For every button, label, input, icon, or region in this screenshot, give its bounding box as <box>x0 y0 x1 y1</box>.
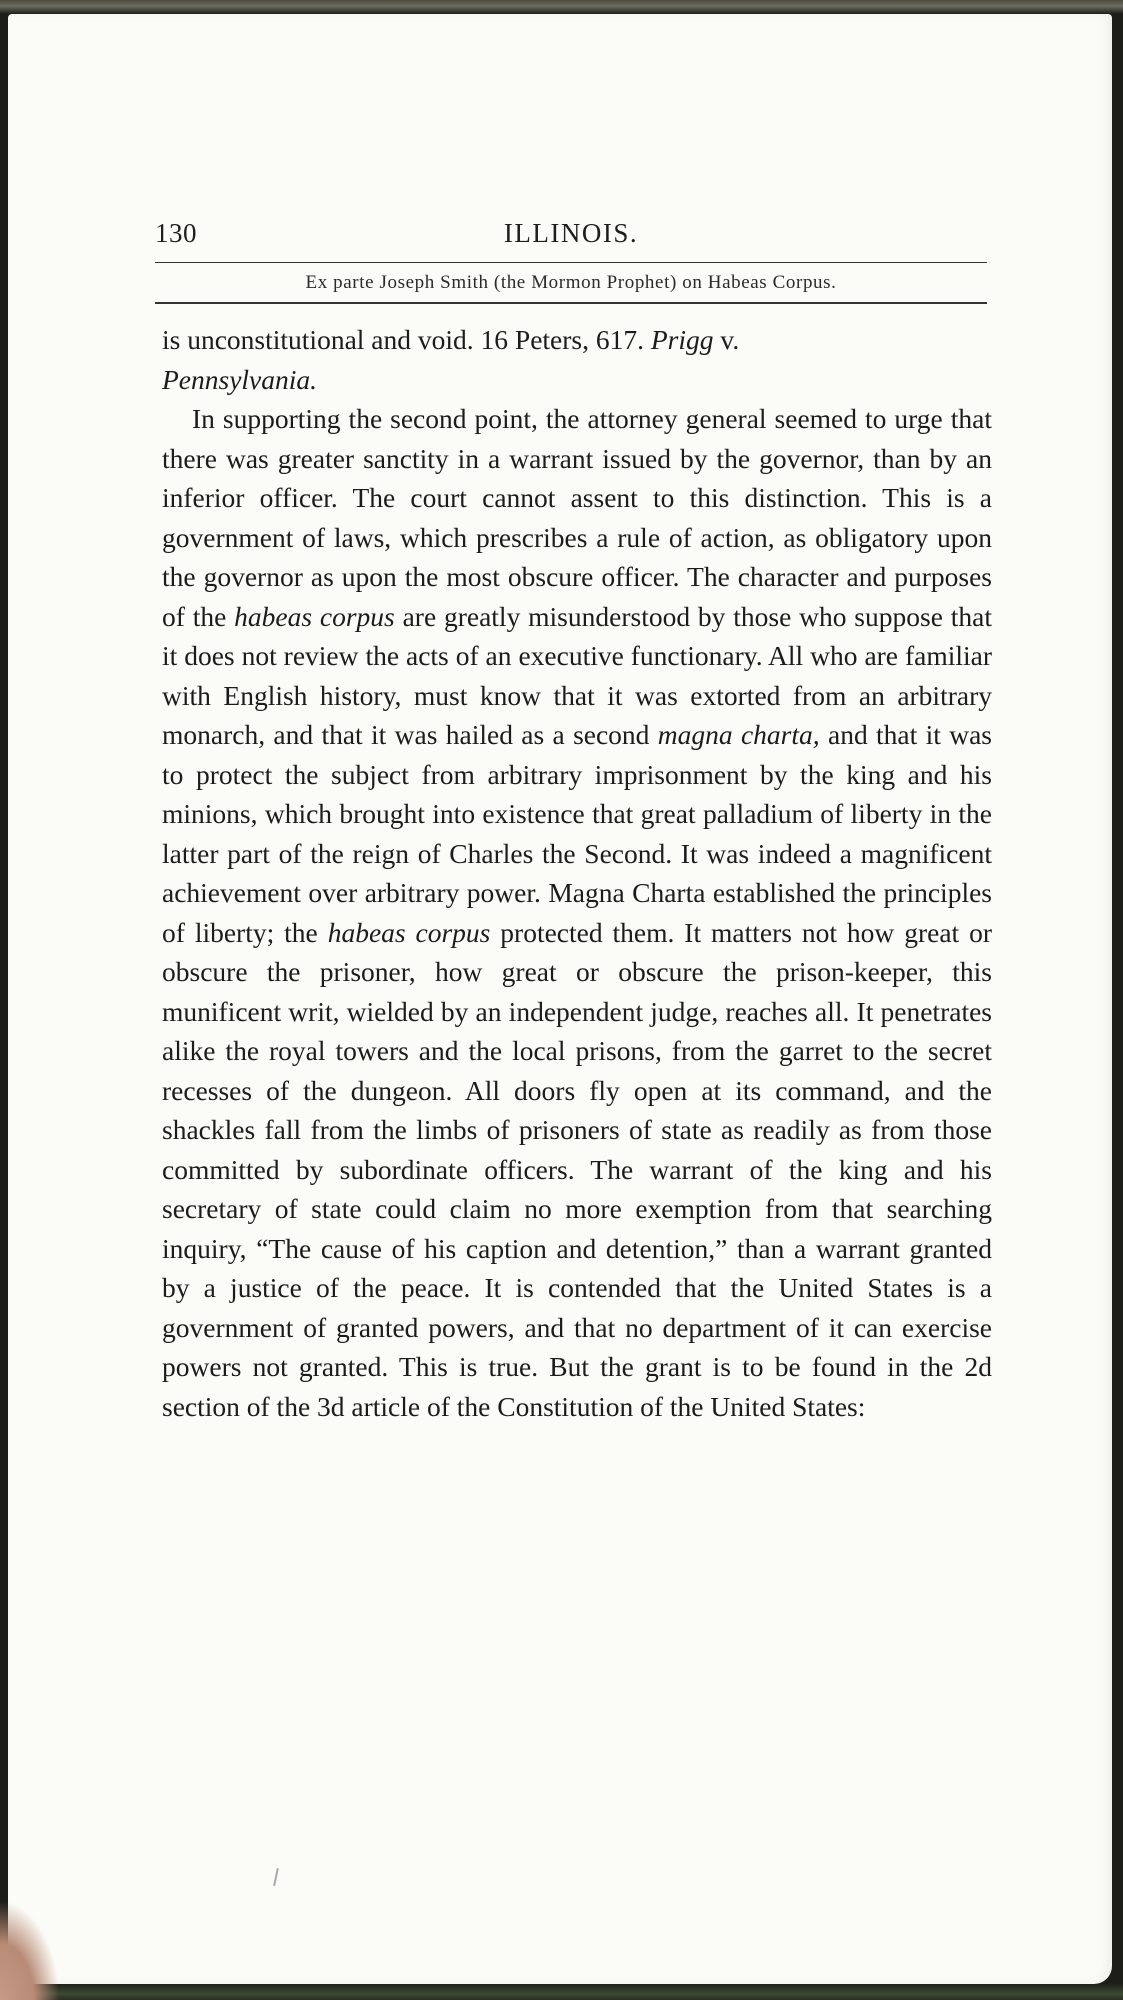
text-run: are greatly misunderstood by those who suppose that it does not review the acts of an executive functionary. All who are familiar with English history, must know that it was extorted from an arbitrary monarch, and that it was hailed as a second <box>162 600 992 750</box>
running-head: ILLINOIS. <box>503 218 639 248</box>
italic-term: magna charta, <box>657 719 820 750</box>
paragraph-1 <box>162 320 992 399</box>
text-run: is unconstitutional and void. 16 Peters, 617. <box>162 324 651 355</box>
case-caption: Ex parte Joseph Smith (the Mormon Prophet) on Habeas Corpus. <box>305 272 837 293</box>
text-run: and that it was to protect the subject from arbitrary imprisonment by the king and his minions, which brought into existence that great palladium of liberty in the latter part of the reign of Charles the Second. It was indeed a magnificent achievement over arbitrary power. Magna Charta established the principles of liberty; the <box>162 719 992 948</box>
header-rule-top <box>155 262 987 263</box>
body-text <box>162 320 992 1426</box>
paragraph-2 <box>162 399 992 1426</box>
italic-case-name: Pennsylvania. <box>162 363 318 395</box>
italic-term: habeas corpus <box>327 916 491 948</box>
book-bottom-edge <box>0 1984 1123 2000</box>
text-run: In supporting the second point, the attorney general seemed to urge that there was greater sanctity in a warrant issued by the governor, than by an inferior officer. The court cannot assent to this distinction. This is a government of laws, which prescribes a rule of action, as obligatory upon the governor as upon the most obscure officer. The character and purposes of the <box>162 403 992 632</box>
page-header <box>155 218 987 258</box>
text-run: protected them. It matters not how great or obscure the prisoner, how great or obscure the prison-keeper, this munificent writ, wielded by an independent judge, reaches all. It penetrates alike the royal towers and the local prisons, from the garret to the secret recesses of the dungeon. All doors fly open at its command, and the shackles fall from the limbs of prisoners of state as readily as from those committed by subordinate officers. The warrant of the king and his secretary of state could claim no more exemption from that searching inquiry, “The cause of his caption and detention,” than a warrant granted by a justice of the peace. It is contended that the United States is a government of granted powers, and that no department of it can exercise powers not granted. This is true. But the grant is to be found in the 2d section of the 3d article of the Constitution of the United States: <box>162 916 992 1422</box>
page-number: 130 <box>155 218 197 248</box>
header-rule-bottom <box>155 302 987 304</box>
italic-term: habeas corpus <box>234 600 395 632</box>
text-run: v. <box>713 324 740 355</box>
italic-case-name: Prigg <box>650 324 714 355</box>
thumb-corner <box>0 1900 60 2000</box>
